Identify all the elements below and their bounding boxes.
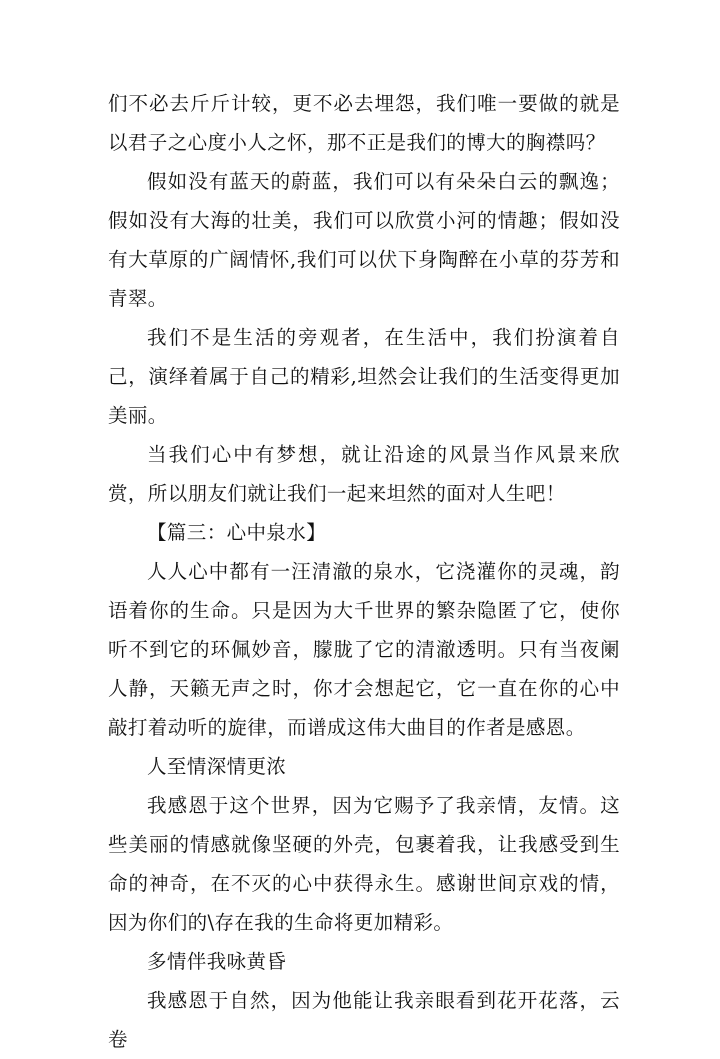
paragraph-blue-sky: 假如没有蓝天的蔚蓝，我们可以有朵朵白云的飘逸；假如没有大海的壮美，我们可以欣赏小河的情趣；假如没有大草原的广阔情怀,我们可以伏下身陶醉在小草的芬芳和青翠。 — [108, 170, 620, 310]
paragraph-continuation: 们不必去斤斤计较，更不必去埋怨，我们唯一要做的就是以君子之心度小人之怀，那不正是我们的博大的胸襟吗？ — [108, 92, 620, 154]
paragraph-gratitude-nature: 我感恩于自然，因为他能让我亲眼看到花开花落，云卷 — [108, 989, 620, 1051]
subheading-dusk: 多情伴我咏黄昏 — [147, 950, 287, 973]
section-heading: 【篇三：心中泉水】 — [147, 521, 327, 544]
document-body — [108, 84, 620, 1059]
paragraph-gratitude-world: 我感恩于这个世界，因为它赐予了我亲情，友情。这些美丽的情感就像坚硬的外壳，包裹着我，让我感受到生命的神奇，在不灭的心中获得永生。感谢世间京戏的情，因为你们的\存在我的生命将更加精彩。 — [108, 794, 620, 934]
paragraph-spring-water: 人人心中都有一汪清澈的泉水，它浇灌你的灵魂，韵语着你的生命。只是因为大千世界的繁杂隐匿了它，使你听不到它的环佩妙音，朦胧了它的清澈透明。只有当夜阑人静，天籁无声之时，你才会想起它，它一直在你的心中敲打着动听的旋律，而谱成这伟大曲目的作者是感恩。 — [108, 560, 620, 739]
paragraph-dream: 当我们心中有梦想，就让沿途的风景当作风景来欣赏，所以朋友们就让我们一起来坦然的面对人生吧！ — [108, 443, 620, 505]
subheading-deep-feelings: 人至情深情更浓 — [147, 755, 287, 778]
paragraph-not-bystander: 我们不是生活的旁观者，在生活中，我们扮演着自己，演绎着属于自己的精彩,坦然会让我们的生活变得更加美丽。 — [108, 326, 620, 427]
